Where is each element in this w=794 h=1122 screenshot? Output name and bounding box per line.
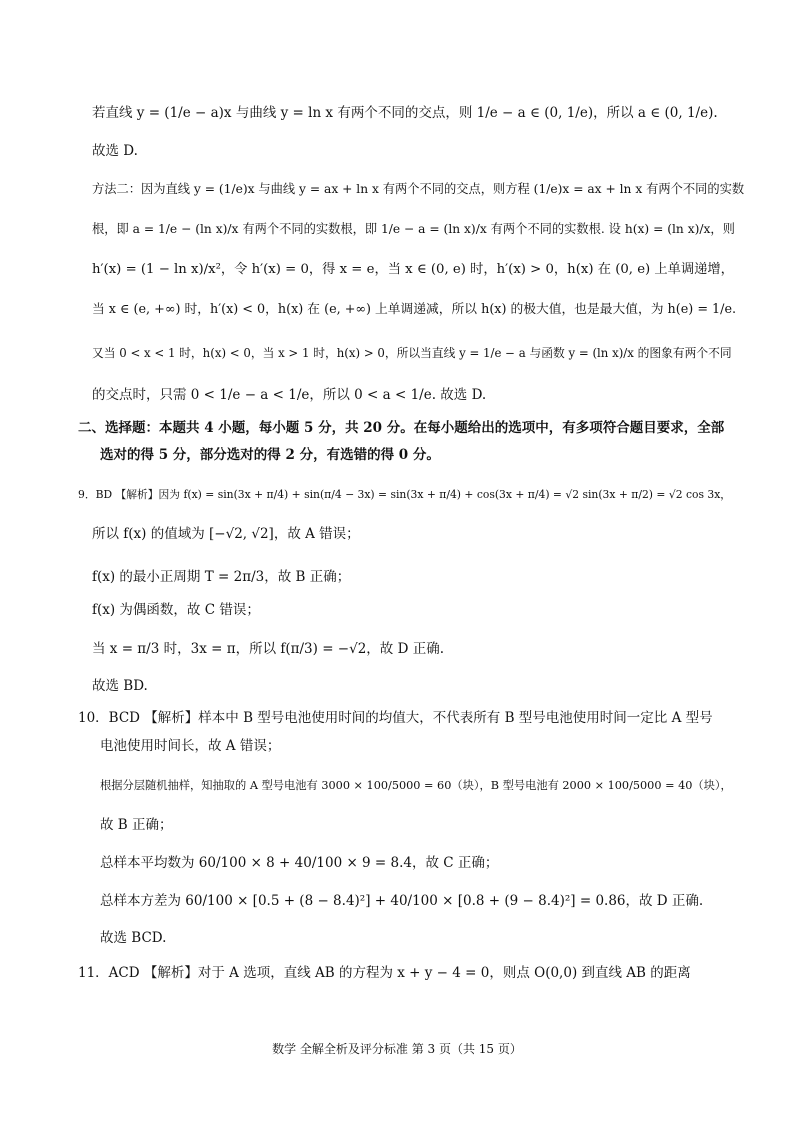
text-line: 故选 D. — [92, 143, 138, 159]
text-line: 故选 BD. — [92, 678, 148, 694]
text-line: 故 B 正确； — [100, 817, 173, 833]
text-line: f(x) 的最小正周期 T = 2π/3，故 B 正确； — [92, 569, 351, 585]
text-line: f(x) 为偶函数，故 C 错误； — [92, 602, 260, 618]
text-line: 总样本平均数为 60/100 × 8 + 40/100 × 9 = 8.4，故 C 正确； — [100, 855, 499, 871]
text-line: 的交点时，只需 0 < 1/e − a < 1/e，所以 0 < a < 1/e. 故选 D. — [92, 387, 487, 403]
text-line: 当 x = π/3 时，3x = π，所以 f(π/3) = −√2，故 D 正确. — [92, 641, 444, 657]
text-line: 电池使用时间长，故 A 错误； — [100, 738, 281, 754]
text-line: h′(x) = (1 − ln x)/x²，令 h′(x) = 0，得 x = e，当 x ∈ (0, e) 时，h′(x) > 0，h(x) 在 (0, e) 上单调递增， — [92, 262, 734, 277]
section-heading: 选对的得 5 分，部分选对的得 2 分，有选错的得 0 分。 — [100, 447, 440, 463]
page-footer: 数学 全解全析及评分标准 第 3 页（共 15 页） — [272, 1042, 522, 1056]
answer-item-9: 9．BD 【解析】因为 f(x) = sin(3x + π/4) + sin(π/4 − 3x) = sin(3x + π/4) + cos(3x + π/4) = √2 sin(3x + π/2) = √2 cos 3x， — [78, 488, 732, 501]
text-line: 所以 f(x) 的值域为 [−√2, √2]，故 A 错误； — [92, 526, 360, 542]
text-line: 方法二：因为直线 y = (1/e)x 与曲线 y = ax + ln x 有两个不同的交点，则方程 (1/e)x = ax + ln x 有两个不同的实数 — [92, 182, 745, 196]
section-heading: 二、选择题：本题共 4 小题，每小题 5 分，共 20 分。在每小题给出的选项中，有多项符合题目要求，全部 — [78, 420, 725, 436]
text-line: 根据分层随机抽样，知抽取的 A 型号电池有 3000 × 100/5000 = 60（块），B 型号电池有 2000 × 100/5000 = 40（块）， — [100, 779, 732, 792]
text-line: 又当 0 < x < 1 时，h(x) < 0，当 x > 1 时，h(x) > 0，所以当直线 y = 1/e − a 与函数 y = (ln x)/x 的图象有两个不同 — [92, 346, 732, 360]
answer-item-10: 10．BCD 【解析】样本中 B 型号电池使用时间的均值大，不代表所有 B 型号电池使用时间一定比 A 型号 — [78, 710, 713, 726]
text-line: 若直线 y = (1/e − a)x 与曲线 y = ln x 有两个不同的交点，则 1/e − a ∈ (0, 1/e)，所以 a ∈ (0, 1/e). — [92, 105, 718, 121]
text-line: 总样本方差为 60/100 × [0.5 + (8 − 8.4)²] + 40/100 × [0.8 + (9 − 8.4)²] = 0.86，故 D 正确. — [100, 893, 704, 909]
text-line: 故选 BCD. — [100, 930, 167, 946]
text-line: 根，即 a = 1/e − (ln x)/x 有两个不同的实数根，即 1/e − a = (ln x)/x 有两个不同的实数根. 设 h(x) = (ln x)/x，则 — [92, 222, 735, 236]
answer-item-11: 11．ACD 【解析】对于 A 选项，直线 AB 的方程为 x + y − 4 = 0，则点 O(0,0) 到直线 AB 的距离 — [78, 965, 691, 981]
text-line: 当 x ∈ (e, +∞) 时，h′(x) < 0，h(x) 在 (e, +∞) 上单调递减，所以 h(x) 的极大值，也是最大值，为 h(e) = 1/e. — [92, 302, 737, 317]
